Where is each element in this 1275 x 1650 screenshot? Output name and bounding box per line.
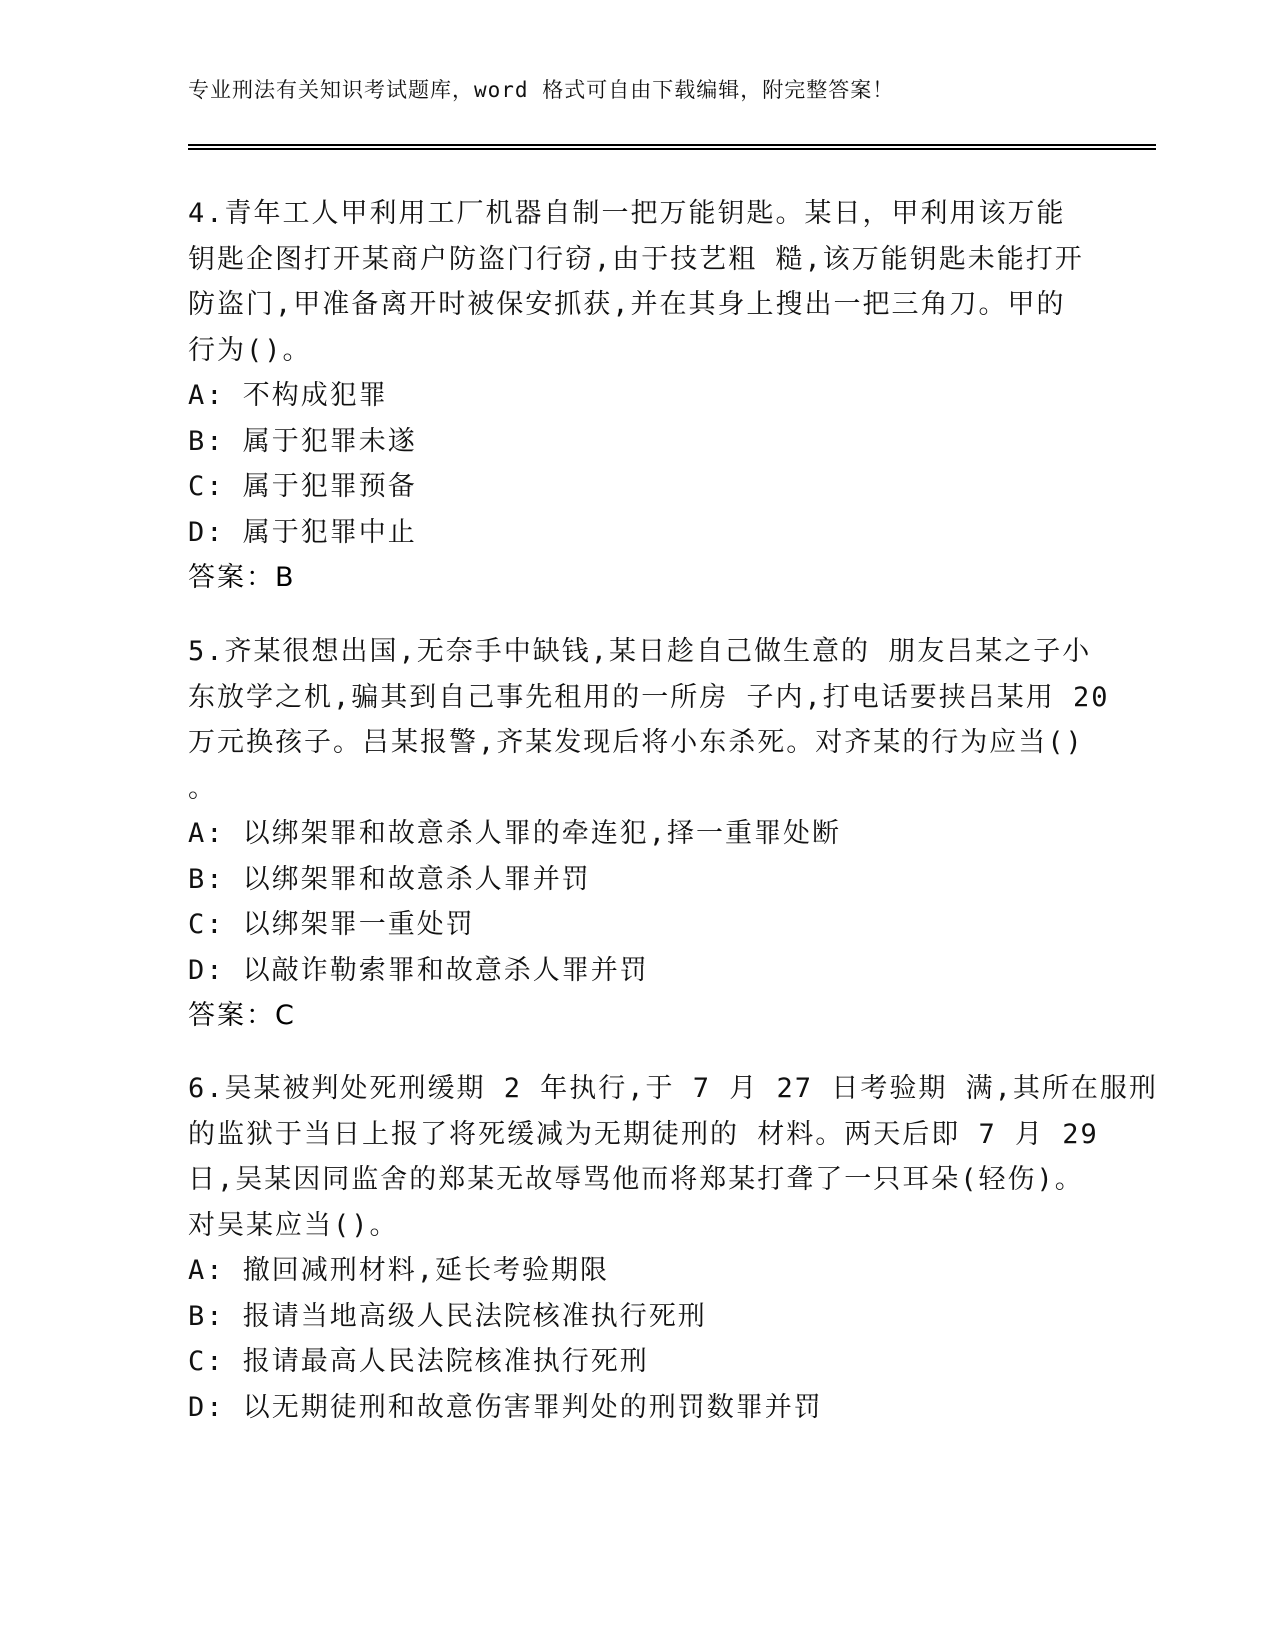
- question-stem-line: 的监狱于当日上报了将死缓减为无期徒刑的 材料。两天后即 7 月 29: [188, 1118, 1099, 1150]
- question-stem-line: 对吴某应当()。: [188, 1209, 399, 1241]
- option-a: A: 撤回减刑材料,延长考验期限: [188, 1255, 610, 1286]
- option-a: A: 以绑架罪和故意杀人罪的牵连犯,择一重罪处断: [188, 818, 842, 849]
- question-stem-line: 5.齐某很想出国,无奈手中缺钱,某日趁自己做生意的 朋友吕某之子小: [188, 636, 1092, 667]
- question-stem-line: 钥匙企图打开某商户防盗门行窃,由于技艺粗 糙,该万能钥匙未能打开: [188, 243, 1084, 275]
- question-stem-line: 4.青年工人甲利用工厂机器自制一把万能钥匙。某日，甲利用该万能: [188, 198, 1066, 229]
- question-6: [188, 1066, 1158, 1430]
- question-stem-line: 。: [188, 772, 217, 804]
- option-c: C: 报请最高人民法院核准执行死刑: [188, 1346, 649, 1377]
- option-b: B: 以绑架罪和故意杀人罪并罚: [188, 863, 591, 895]
- option-d: D: 属于犯罪中止: [188, 516, 417, 548]
- option-c: C: 以绑架罪一重处罚: [188, 909, 475, 940]
- question-stem-line: 东放学之机,骗其到自己事先租用的一所房 子内,打电话要挟吕某用 20: [188, 681, 1110, 713]
- option-b: B: 报请当地高级人民法院核准执行死刑: [188, 1300, 707, 1332]
- question-5: [188, 629, 1110, 1039]
- option-a: A: 不构成犯罪: [188, 380, 388, 411]
- option-d: D: 以无期徒刑和故意伤害罪判处的刑罚数罪并罚: [188, 1391, 823, 1423]
- question-stem-line: 6.吴某被判处死刑缓期 2 年执行,于 7 月 27 日考验期 满,其所在服刑: [188, 1073, 1158, 1104]
- answer-label: 答案：C: [188, 1000, 296, 1031]
- question-4: [188, 191, 1088, 601]
- option-d: D: 以敲诈勒索罪和故意杀人罪并罚: [188, 954, 649, 986]
- option-c: C: 属于犯罪预备: [188, 471, 417, 502]
- document-header: 专业刑法有关知识考试题库，word 格式可自由下载编辑，附完整答案！: [188, 78, 895, 102]
- question-stem-line: 防盗门,甲准备离开时被保安抓获,并在其身上搜出一把三角刀。甲的: [188, 289, 1066, 320]
- option-b: B: 属于犯罪未遂: [188, 425, 417, 457]
- question-stem-line: 日,吴某因同监舍的郑某无故辱骂他而将郑某打聋了一只耳朵(轻伤)。: [188, 1164, 1084, 1195]
- question-stem-line: 万元换孩子。吕某报警,齐某发现后将小东杀死。对齐某的行为应当(): [188, 727, 1084, 758]
- answer-label: 答案：B: [188, 562, 296, 593]
- header-divider: [188, 144, 1156, 150]
- question-stem-line: 行为()。: [188, 334, 312, 366]
